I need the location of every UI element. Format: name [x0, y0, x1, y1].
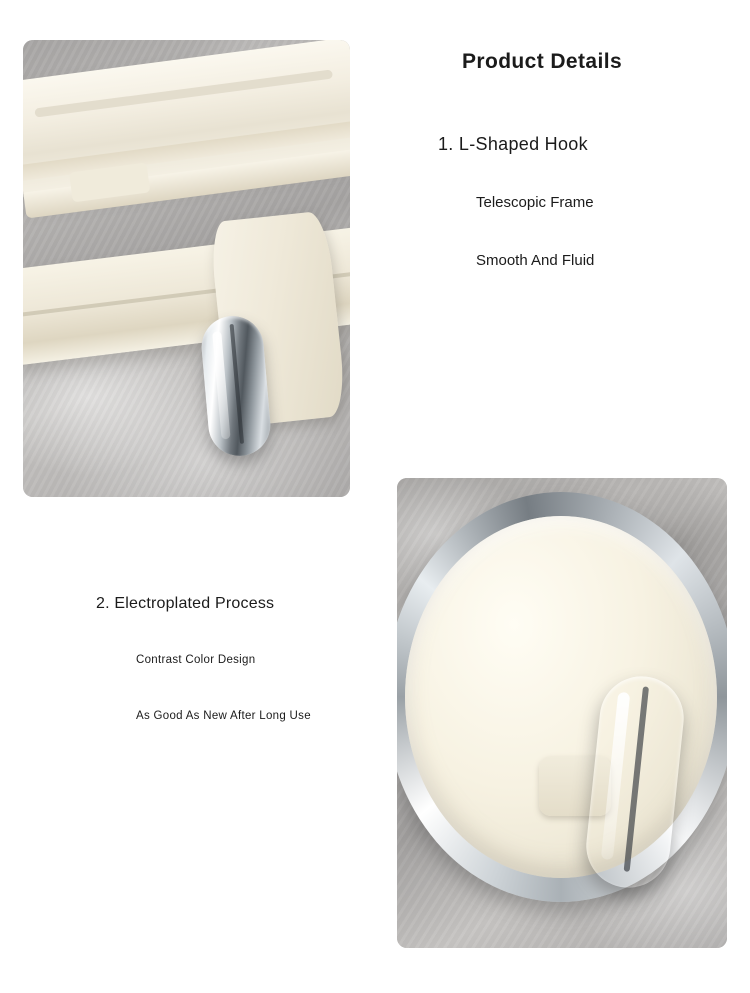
feature-2-subtitle-1: Contrast Color Design — [136, 654, 256, 666]
feature-1-title: 1. L-Shaped Hook — [438, 134, 588, 154]
feature-2-title: 2. Electroplated Process — [96, 595, 275, 612]
hook-closeup-round-base-image — [397, 478, 727, 948]
feature-2-subtitle-2: As Good As New After Long Use — [136, 710, 311, 722]
feature-1-subtitle-1: Telescopic Frame — [476, 194, 594, 211]
feature-1-subtitle-2: Smooth And Fluid — [476, 252, 595, 269]
page-title: Product Details — [462, 50, 623, 73]
hook-mounted-on-telescopic-frame-image — [23, 40, 350, 497]
